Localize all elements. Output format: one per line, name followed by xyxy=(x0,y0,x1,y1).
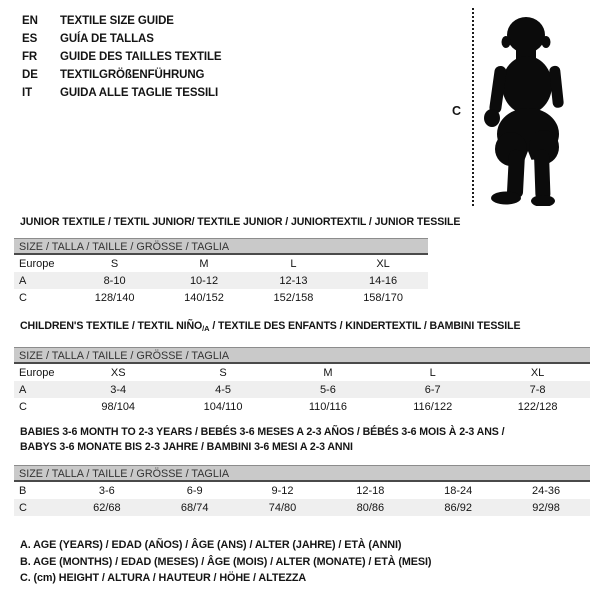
column-header: XL xyxy=(376,257,390,270)
column-header: XL xyxy=(530,366,545,379)
size-cell: 3-6 xyxy=(98,484,115,497)
babies-title-line1: BABIES 3-6 MONTH TO 2-3 YEARS / BEBÉS 3-6 MESES A 2-3 AÑOS / BÉBÉS 3-6 MOIS À 2-3 ANS / xyxy=(20,426,505,438)
size-cell: 9-12 xyxy=(271,484,294,497)
language-title-list xyxy=(22,12,222,102)
children-size-table xyxy=(14,364,590,415)
table-row-age-months xyxy=(14,482,590,499)
children-title-part: / TEXTILE DES ENFANTS / KINDERTEXTIL / BAMBINI TESSILE xyxy=(209,320,521,332)
row-label: A xyxy=(14,381,66,398)
height-measure-dotted-line xyxy=(472,8,474,206)
language-code: EN xyxy=(22,15,38,27)
children-size-table-block xyxy=(14,347,590,415)
table-row-height xyxy=(14,398,590,415)
junior-table-title: JUNIOR TEXTILE / TEXTIL JUNIOR/ TEXTILE JUNIOR / JUNIORTEXTIL / JUNIOR TESSILE xyxy=(20,216,461,228)
size-cell: 8-10 xyxy=(70,272,159,289)
size-header-bar: SIZE / TALLA / TAILLE / GRÖSSE / TAGLIA xyxy=(14,465,590,482)
junior-size-table xyxy=(14,255,428,306)
row-label: C xyxy=(14,499,63,516)
row-label: B xyxy=(19,484,27,497)
language-row xyxy=(22,48,222,66)
size-cell: 74/80 xyxy=(239,499,327,516)
babies-title-line2: BABYS 3-6 MONATE BIS 2-3 JAHRE / BAMBINI 3-6 MESI A 2-3 ANNI xyxy=(20,441,353,453)
legend-line-b: B. AGE (MONTHS) / EDAD (MESES) / ÂGE (MOIS) / ALTER (MONATE) / ETÀ (MESI) xyxy=(20,555,432,568)
language-title: TEXTILGRÖßENFÜHRUNG xyxy=(60,69,205,81)
size-cell: 116/122 xyxy=(413,400,453,413)
size-cell: 7-8 xyxy=(485,381,590,398)
size-cell: 80/86 xyxy=(326,499,414,516)
language-row xyxy=(22,66,222,84)
column-header: M xyxy=(323,366,333,379)
babies-table-title xyxy=(20,425,504,455)
language-code: IT xyxy=(22,87,33,99)
size-cell: 6-7 xyxy=(380,381,485,398)
table-row-age xyxy=(14,272,428,289)
legend xyxy=(20,537,431,587)
size-cell: 3-4 xyxy=(66,381,171,398)
size-cell: 122/128 xyxy=(517,400,558,413)
language-title: GUÍA DE TALLAS xyxy=(60,33,154,45)
size-cell: 110/116 xyxy=(308,400,347,413)
column-header: L xyxy=(290,257,297,270)
size-cell: 62/68 xyxy=(63,499,151,516)
junior-size-table-block xyxy=(14,238,428,306)
size-cell: 5-6 xyxy=(275,381,380,398)
column-header-row xyxy=(14,364,590,381)
size-cell: 158/170 xyxy=(363,291,403,304)
language-title: TEXTILE SIZE GUIDE xyxy=(60,15,174,27)
size-cell: 86/92 xyxy=(414,499,502,516)
size-cell: 128/140 xyxy=(94,291,135,304)
size-cell: 12-18 xyxy=(356,484,385,497)
language-code: DE xyxy=(22,69,38,81)
size-cell: 92/98 xyxy=(502,499,590,516)
size-cell: 12-13 xyxy=(249,272,338,289)
legend-line-c: C. (cm) HEIGHT / ALTURA / HAUTEUR / HÖHE / ALTEZZA xyxy=(20,572,307,584)
children-title-part: CHILDREN'S TEXTILE / TEXTIL NIÑO xyxy=(20,320,203,332)
language-code: ES xyxy=(22,33,38,45)
size-cell: 140/152 xyxy=(184,291,224,304)
size-cell: 4-5 xyxy=(171,381,276,398)
table-row-height xyxy=(14,289,428,306)
language-row xyxy=(22,30,222,48)
babies-size-table-block xyxy=(14,465,590,516)
row-label: C xyxy=(19,400,27,413)
language-row xyxy=(22,12,222,30)
size-cell: 152/158 xyxy=(273,291,314,304)
size-cell: 14-16 xyxy=(338,272,428,289)
size-cell: 10-12 xyxy=(159,272,248,289)
language-title: GUIDA ALLE TAGLIE TESSILI xyxy=(60,87,219,99)
table-row-height xyxy=(14,499,590,516)
children-table-title xyxy=(20,319,520,336)
children-title-subscript: /A xyxy=(202,324,210,333)
size-header-bar: SIZE / TALLA / TAILLE / GRÖSSE / TAGLIA xyxy=(14,347,590,364)
babies-size-table xyxy=(14,482,590,516)
table-row-age xyxy=(14,381,590,398)
column-header: XS xyxy=(110,366,126,379)
size-cell: 24-36 xyxy=(531,484,561,497)
region-label: Europe xyxy=(19,257,55,270)
column-header: S xyxy=(110,257,119,270)
language-code: FR xyxy=(22,51,38,63)
row-label: A xyxy=(14,272,70,289)
legend-line-a: A. AGE (YEARS) / EDAD (AÑOS) / ÂGE (ANS) / ALTER (JAHRE) / ETÀ (ANNI) xyxy=(20,539,402,551)
column-header-row xyxy=(14,255,428,272)
column-header: M xyxy=(199,257,209,270)
size-cell: 18-24 xyxy=(444,484,473,497)
size-header-bar: SIZE / TALLA / TAILLE / GRÖSSE / TAGLIA xyxy=(14,238,428,255)
column-header: S xyxy=(219,366,227,379)
baby-silhouette-image xyxy=(481,8,576,206)
region-label: Europe xyxy=(19,366,55,379)
row-label: C xyxy=(19,291,27,304)
height-label-c: C xyxy=(452,104,462,118)
size-cell: 68/74 xyxy=(151,499,239,516)
size-cell: 6-9 xyxy=(186,484,203,497)
language-title: GUIDE DES TAILLES TEXTILE xyxy=(60,51,222,63)
size-cell: 104/110 xyxy=(203,400,243,413)
column-header: L xyxy=(429,366,436,379)
language-row xyxy=(22,84,222,102)
size-cell: 98/104 xyxy=(101,400,136,413)
